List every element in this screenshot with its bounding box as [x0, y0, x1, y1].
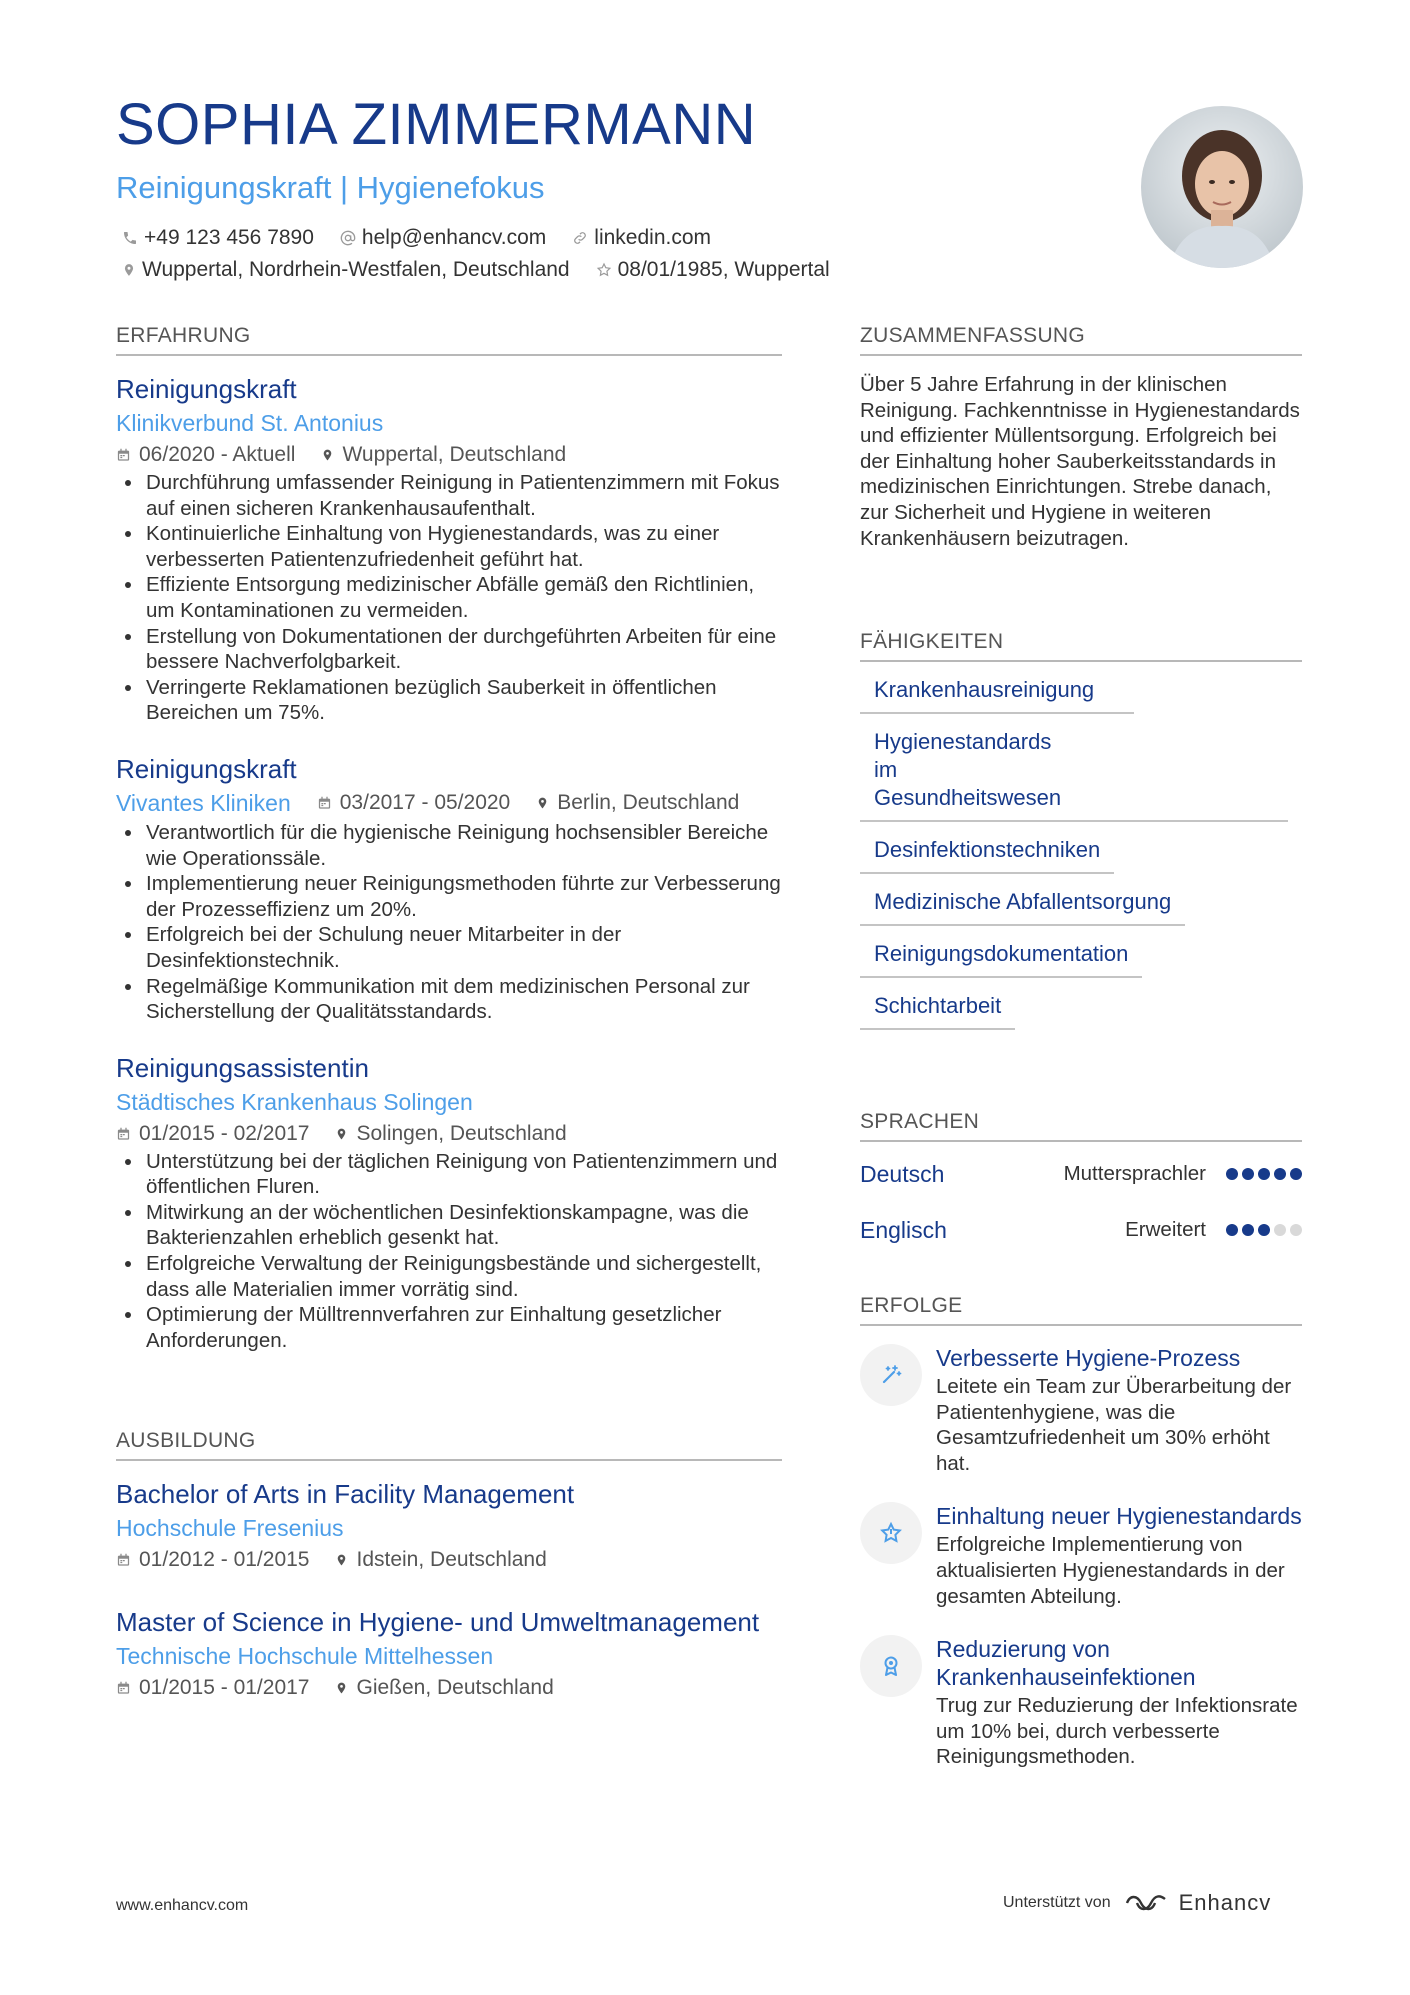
school-name: Hochschule Fresenius	[116, 1515, 344, 1541]
brand-name: Enhancv	[1178, 1890, 1272, 1915]
education-dates	[116, 1545, 309, 1575]
skill-tag: Krankenhausreinigung	[860, 676, 1134, 714]
achievement-item	[860, 1344, 1302, 1476]
birth-text: 08/01/1985, Wuppertal	[617, 258, 830, 281]
candidate-name: SOPHIA ZIMMERMANN	[116, 92, 757, 157]
job-entry	[116, 752, 782, 1025]
achievement-title: Verbesserte Hygiene-Prozess	[936, 1345, 1241, 1371]
degree-title: Master of Science in Hygiene- und Umweltmanagement	[116, 1607, 760, 1637]
location-contact	[122, 258, 570, 282]
linkedin-contact[interactable]	[572, 226, 711, 250]
achievements-section	[860, 1294, 1302, 1770]
education-location	[335, 1545, 546, 1575]
map-pin-icon	[536, 795, 549, 811]
job-bullets	[116, 470, 782, 726]
bullet-item: • Mitwirkung an der wöchentlichen Desinfektionskampagne, was die Bakterienzahlen erheblich gesenkt hat.	[144, 1200, 782, 1251]
map-pin-icon	[335, 1552, 348, 1568]
education-meta	[116, 1545, 782, 1575]
email-text: help@enhancv.com	[361, 226, 547, 249]
job-location	[321, 440, 566, 470]
achievement-description: Erfolgreiche Implementierung von aktualisierten Hygienestandards in der gesamten Abteilung.	[936, 1533, 1285, 1608]
job-title: Reinigungskraft	[116, 374, 297, 404]
calendar-icon	[116, 447, 131, 463]
skills-section	[860, 630, 1302, 1030]
rating-dot-filled	[1274, 1168, 1286, 1180]
award-ribbon-icon	[860, 1635, 922, 1697]
calendar-icon	[116, 1552, 131, 1568]
education-heading: AUSBILDUNG	[116, 1429, 782, 1461]
job-dates	[116, 1119, 309, 1149]
star-outline-icon	[596, 262, 612, 278]
rating-dot-filled	[1290, 1168, 1302, 1180]
footer-website[interactable]: www.enhancv.com	[116, 1897, 249, 1914]
language-name: Englisch	[860, 1216, 947, 1243]
job-dates-text: 06/2020 - Aktuell	[139, 443, 296, 466]
bullet-item: • Durchführung umfassender Reinigung in Patientenzimmern mit Fokus auf einen sicheren Krankenhausaufenthalt.	[144, 470, 782, 521]
job-entry	[116, 372, 782, 726]
job-dates	[116, 440, 295, 470]
sparkle-wand-icon	[860, 1344, 922, 1406]
bullet-item: • Unterstützung bei der täglichen Reinigung von Patientenzimmern und öffentlichen Fluren.	[144, 1149, 782, 1200]
language-name: Deutsch	[860, 1160, 945, 1187]
education-entry	[116, 1605, 782, 1703]
languages-heading: SPRACHEN	[860, 1110, 1302, 1142]
bullet-item: • Verantwortlich für die hygienische Reinigung hochsensibler Bereiche wie Operationssäle.	[144, 820, 782, 871]
company-name: Städtisches Krankenhaus Solingen	[116, 1088, 473, 1115]
phone-text: +49 123 456 7890	[144, 226, 314, 249]
job-title: Reinigungskraft	[116, 753, 297, 784]
bullet-item: • Implementierung neuer Reinigungsmethoden führte zur Verbesserung der Prozesseffizienz um 20%.	[144, 871, 782, 922]
rating-dot-filled	[1226, 1224, 1238, 1236]
rating-dot-empty	[1290, 1224, 1302, 1236]
job-bullets	[116, 1149, 782, 1354]
star-icon	[860, 1502, 922, 1564]
skill-tag: Schichtarbeit	[860, 992, 1015, 1030]
profile-photo	[1141, 106, 1303, 268]
footer-branding[interactable]	[1003, 1890, 1271, 1916]
language-rating	[1222, 1168, 1302, 1180]
at-icon	[340, 230, 356, 246]
rating-dot-filled	[1242, 1224, 1254, 1236]
education-location-text: Gießen, Deutschland	[356, 1676, 554, 1699]
job-dates-text: 03/2017 - 05/2020	[339, 790, 511, 814]
calendar-icon	[116, 1126, 131, 1142]
achievements-heading: ERFOLGE	[860, 1294, 1302, 1326]
language-level: Muttersprachler	[1063, 1162, 1206, 1185]
skills-heading: FÄHIGKEITEN	[860, 630, 1302, 662]
map-pin-icon	[122, 262, 136, 278]
job-dates	[317, 788, 510, 818]
contact-info	[122, 222, 856, 286]
calendar-icon	[116, 1680, 131, 1696]
rating-dot-empty	[1274, 1224, 1286, 1236]
language-rating	[1222, 1224, 1302, 1236]
education-entry	[116, 1477, 782, 1575]
education-location-text: Idstein, Deutschland	[356, 1548, 547, 1571]
job-location-text: Berlin, Deutschland	[557, 790, 740, 814]
bullet-item: • Erfolgreiche Verwaltung der Reinigungsbestände und sichergestellt, dass alle Materialien immer vorrätig sind.	[144, 1251, 782, 1302]
achievement-item	[860, 1502, 1302, 1609]
skill-tag: Hygienestandards im Gesundheitswesen	[860, 728, 1288, 822]
powered-by-text: Unterstützt von	[1003, 1894, 1111, 1911]
education-dates-text: 01/2015 - 01/2017	[139, 1676, 310, 1699]
job-location	[335, 1119, 566, 1149]
bullet-item: • Optimierung der Mülltrennverfahren zur Einhaltung gesetzlicher Anforderungen.	[144, 1302, 782, 1353]
achievement-item	[860, 1635, 1302, 1770]
candidate-subtitle: Reinigungskraft | Hygienefokus	[116, 170, 545, 205]
school-name: Technische Hochschule Mittelhessen	[116, 1643, 494, 1669]
education-meta	[116, 1673, 782, 1703]
phone-contact[interactable]	[122, 226, 314, 250]
education-dates-text: 01/2012 - 01/2015	[139, 1548, 310, 1571]
link-icon	[572, 230, 588, 246]
achievement-title: Einhaltung neuer Hygienestandards	[936, 1503, 1302, 1530]
skills-list	[860, 662, 1302, 1030]
map-pin-icon	[335, 1126, 348, 1142]
language-row	[860, 1202, 1302, 1258]
degree-title: Bachelor of Arts in Facility Management	[116, 1479, 575, 1509]
location-text: Wuppertal, Nordrhein-Westfalen, Deutschland	[142, 258, 570, 281]
job-location	[536, 788, 739, 818]
job-entry	[116, 1051, 782, 1354]
birth-contact	[596, 258, 830, 282]
enhancv-logo-icon	[1123, 1891, 1169, 1915]
job-bullets	[116, 820, 782, 1025]
experience-heading: ERFAHRUNG	[116, 324, 782, 356]
job-meta	[116, 440, 782, 470]
bullet-item: • Erstellung von Dokumentationen der durchgeführten Arbeiten für eine bessere Nachverfolgbarkeit.	[144, 624, 782, 675]
rating-dot-filled	[1258, 1168, 1270, 1180]
linkedin-text: linkedin.com	[594, 226, 712, 249]
job-location-text: Solingen, Deutschland	[356, 1121, 567, 1145]
summary-heading: ZUSAMMENFASSUNG	[860, 324, 1302, 356]
phone-icon	[122, 230, 138, 246]
calendar-icon	[317, 795, 332, 811]
education-section	[116, 1429, 782, 1703]
languages-section	[860, 1110, 1302, 1258]
map-pin-icon	[335, 1680, 348, 1696]
email-contact[interactable]	[340, 226, 546, 250]
bullet-item: • Kontinuierliche Einhaltung von Hygienestandards, was zu einer verbesserten Patientenzufriedenheit geführt hat.	[144, 521, 782, 572]
achievement-description: Leitete ein Team zur Überarbeitung der Patientenhygiene, was die Gesamtzufriedenheit um 30% erhöht hat.	[936, 1375, 1292, 1475]
summary-section	[860, 324, 1302, 551]
map-pin-icon	[321, 447, 334, 463]
achievement-title: Reduzierung von Krankenhauseinfektionen	[936, 1636, 1196, 1691]
job-dates-text: 01/2015 - 02/2017	[139, 1121, 310, 1145]
job-location-text: Wuppertal, Deutschland	[342, 443, 567, 466]
bullet-item: • Regelmäßige Kommunikation mit dem medizinischen Personal zur Sicherstellung der Qualitätsstandards.	[144, 974, 782, 1025]
rating-dot-filled	[1226, 1168, 1238, 1180]
bullet-item: • Verringerte Reklamationen bezüglich Sauberkeit in öffentlichen Bereichen um 75%.	[144, 675, 782, 726]
job-title: Reinigungsassistentin	[116, 1052, 369, 1083]
company-name: Klinikverbund St. Antonius	[116, 410, 384, 436]
language-row	[860, 1146, 1302, 1202]
skill-tag: Desinfektionstechniken	[860, 836, 1114, 874]
skill-tag: Medizinische Abfallentsorgung	[860, 888, 1185, 926]
experience-section	[116, 324, 782, 1353]
company-name: Vivantes Kliniken	[116, 789, 291, 816]
job-meta	[116, 786, 782, 820]
achievement-description: Trug zur Reduzierung der Infektionsrate um 10% bei, durch verbesserte Reinigungsmethoden.	[936, 1694, 1298, 1769]
job-meta	[116, 1119, 782, 1149]
summary-text: Über 5 Jahre Erfahrung in der klinischen Reinigung. Fachkenntnisse in Hygienestandards und effizienter Müllentsorgung. Erfolgreich bei der Einhaltung hoher Sauberkeitsstandards in medizinischen Einrichtungen. Strebe danach, zur Sicherheit und Hygiene in weiteren Krankenhäusern beizutragen.	[860, 373, 1300, 550]
rating-dot-filled	[1258, 1224, 1270, 1236]
bullet-item: • Effiziente Entsorgung medizinischer Abfälle gemäß den Richtlinien, um Kontaminationen zu vermeiden.	[144, 572, 782, 623]
language-level: Erweitert	[1125, 1218, 1206, 1241]
education-dates	[116, 1673, 309, 1703]
education-location	[335, 1673, 553, 1703]
rating-dot-filled	[1242, 1168, 1254, 1180]
bullet-item: • Erfolgreich bei der Schulung neuer Mitarbeiter in der Desinfektionstechnik.	[144, 922, 782, 973]
skill-tag: Reinigungsdokumentation	[860, 940, 1142, 978]
